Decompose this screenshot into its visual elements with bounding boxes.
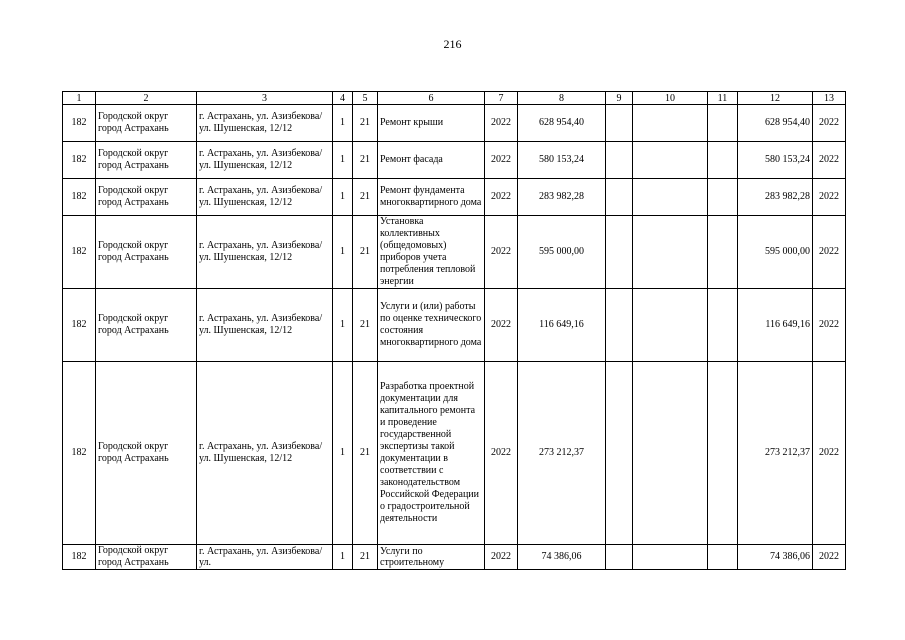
row-number-cell: 182 [63, 545, 96, 570]
column-header: 12 [738, 92, 813, 105]
work-type-cell: Разработка проектной документации для капитального ремонта и проведение государственной экспертизы такой документации в соответствии с законодательством Российской Федерации о градостроительной деятельности [378, 362, 485, 545]
total-cost-cell: 283 982,28 [738, 179, 813, 216]
col9-cell [606, 179, 633, 216]
municipality-cell: Городской округ город Астрахань [96, 105, 197, 142]
col9-cell [606, 142, 633, 179]
end-year-cell: 2022 [813, 362, 846, 545]
table-row [63, 545, 846, 570]
total-cost-cell: 74 386,06 [738, 545, 813, 570]
col11-cell [708, 105, 738, 142]
col9-cell [606, 105, 633, 142]
col10-cell [633, 216, 708, 289]
total-cost-cell: 116 649,16 [738, 289, 813, 362]
row-number-cell: 182 [63, 105, 96, 142]
col4-cell: 1 [333, 216, 353, 289]
address-cell: г. Астрахань, ул. Азизбекова/ ул. Шушенская, 12/12 [197, 105, 333, 142]
col11-cell [708, 289, 738, 362]
col5-cell: 21 [353, 362, 378, 545]
address-cell: г. Астрахань, ул. Азизбекова/ ул. Шушенская, 12/12 [197, 216, 333, 289]
end-year-cell: 2022 [813, 216, 846, 289]
col5-cell: 21 [353, 179, 378, 216]
address-cell: г. Астрахань, ул. Азизбекова/ ул. Шушенская, 12/12 [197, 179, 333, 216]
address-text: г. Астрахань, ул. Азизбекова/ ул. [199, 546, 323, 568]
column-header: 2 [96, 92, 197, 105]
col4-cell: 1 [333, 545, 353, 570]
address-cell: г. Астрахань, ул. Азизбекова/ ул. Шушенская, 12/12 [197, 142, 333, 179]
end-year-cell: 2022 [813, 142, 846, 179]
cost-cell: 283 982,28 [518, 179, 606, 216]
col9-cell [606, 216, 633, 289]
table-row [63, 179, 846, 216]
municipality-cell: Городской округ город Астрахань [96, 216, 197, 289]
address-cell: г. Астрахань, ул. Азизбекова/ ул. Шушенская, 12/12 [197, 362, 333, 545]
work-type-text: Услуги по строительному [380, 546, 445, 568]
total-cost-cell: 580 153,24 [738, 142, 813, 179]
table-row [63, 142, 846, 179]
col10-cell [633, 289, 708, 362]
end-year-cell: 2022 [813, 179, 846, 216]
col10-cell [633, 545, 708, 570]
cost-cell: 273 212,37 [518, 362, 606, 545]
cost-cell: 74 386,06 [518, 545, 606, 570]
total-cost-cell: 595 000,00 [738, 216, 813, 289]
col10-cell [633, 142, 708, 179]
year-cell: 2022 [485, 289, 518, 362]
table-row [63, 105, 846, 142]
end-year-cell: 2022 [813, 289, 846, 362]
year-cell: 2022 [485, 142, 518, 179]
cost-cell: 595 000,00 [518, 216, 606, 289]
cost-cell: 628 954,40 [518, 105, 606, 142]
column-header: 11 [708, 92, 738, 105]
col4-cell: 1 [333, 142, 353, 179]
column-header: 13 [813, 92, 846, 105]
col11-cell [708, 545, 738, 570]
work-type-cell: Установка коллективных (общедомовых) приборов учета потребления тепловой энергии [378, 216, 485, 289]
column-header: 1 [63, 92, 96, 105]
table-row [63, 216, 846, 289]
address-cell: г. Астрахань, ул. Азизбекова/ ул. Шушенская, 12/12 [197, 289, 333, 362]
total-cost-cell: 628 954,40 [738, 105, 813, 142]
cost-cell: 580 153,24 [518, 142, 606, 179]
col9-cell [606, 545, 633, 570]
year-cell: 2022 [485, 179, 518, 216]
municipality-cell: Городской округ город Астрахань [96, 362, 197, 545]
repair-program-table [62, 91, 846, 570]
work-type-cell: Ремонт фундамента многоквартирного дома [378, 179, 485, 216]
col4-cell: 1 [333, 105, 353, 142]
column-header: 10 [633, 92, 708, 105]
municipality-cell: Городской округ город Астрахань [96, 179, 197, 216]
col10-cell [633, 362, 708, 545]
col4-cell: 1 [333, 362, 353, 545]
col5-cell: 21 [353, 142, 378, 179]
col11-cell [708, 216, 738, 289]
year-cell: 2022 [485, 362, 518, 545]
col5-cell: 21 [353, 216, 378, 289]
municipality-cell: Городской округ город Астрахань [96, 142, 197, 179]
column-header: 9 [606, 92, 633, 105]
address-cell [197, 545, 333, 570]
column-header: 3 [197, 92, 333, 105]
row-number-cell: 182 [63, 289, 96, 362]
work-type-cell [378, 545, 485, 570]
col9-cell [606, 362, 633, 545]
column-header: 4 [333, 92, 353, 105]
work-type-cell: Ремонт крыши [378, 105, 485, 142]
col4-cell: 1 [333, 289, 353, 362]
end-year-cell: 2022 [813, 545, 846, 570]
cost-cell: 116 649,16 [518, 289, 606, 362]
column-header: 7 [485, 92, 518, 105]
column-header: 5 [353, 92, 378, 105]
work-type-cell: Услуги и (или) работы по оценке технического состояния многоквартирного дома [378, 289, 485, 362]
table-row [63, 289, 846, 362]
municipality-cell: Городской округ город Астрахань [96, 545, 197, 570]
total-cost-cell: 273 212,37 [738, 362, 813, 545]
table-row [63, 362, 846, 545]
year-cell: 2022 [485, 216, 518, 289]
col5-cell: 21 [353, 545, 378, 570]
col10-cell [633, 105, 708, 142]
year-cell: 2022 [485, 105, 518, 142]
column-header: 6 [378, 92, 485, 105]
col5-cell: 21 [353, 289, 378, 362]
col4-cell: 1 [333, 179, 353, 216]
row-number-cell: 182 [63, 142, 96, 179]
header-row [63, 92, 846, 105]
work-type-cell: Ремонт фасада [378, 142, 485, 179]
col5-cell: 21 [353, 105, 378, 142]
year-cell: 2022 [485, 545, 518, 570]
col11-cell [708, 362, 738, 545]
column-header: 8 [518, 92, 606, 105]
municipality-cell: Городской округ город Астрахань [96, 289, 197, 362]
row-number-cell: 182 [63, 179, 96, 216]
end-year-cell: 2022 [813, 105, 846, 142]
page-number: 216 [443, 37, 462, 51]
col9-cell [606, 289, 633, 362]
row-number-cell: 182 [63, 216, 96, 289]
col11-cell [708, 179, 738, 216]
row-number-cell: 182 [63, 362, 96, 545]
col10-cell [633, 179, 708, 216]
col11-cell [708, 142, 738, 179]
